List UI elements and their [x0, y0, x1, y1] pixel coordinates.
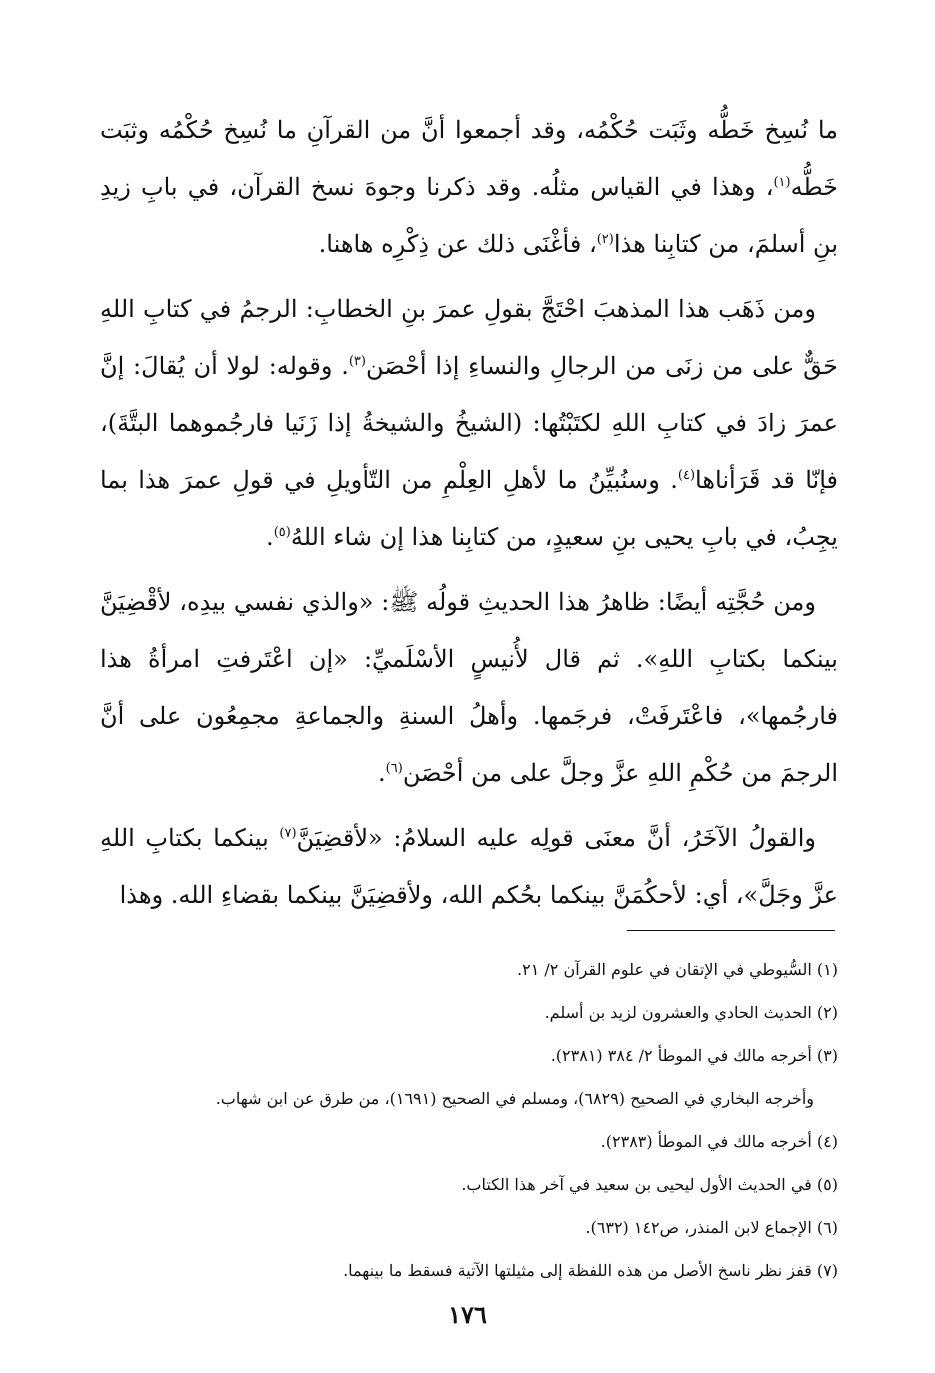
paragraph-2-text: . وقوله: لولا أن يُقالَ: إنَّ عمرَ زادَ في كتابِ اللهِ لكتَبْتُها: (الشيخُ والشيخةُ إذا زَنَيا فارجُموهما البتَّةَ)، فإنّا قد قَرَأناها: [100, 352, 838, 494]
paragraph-2-text: . وسنُبيِّنُ ما لأهلِ العِلْمِ من التّأويلِ في قولِ عمرَ هذا بما يجِبُ، في بابِ يحيى بنِ سعيدٍ، من كتابِنا هذا إن شاء اللهُ: [100, 466, 838, 551]
footnote-2: (٢) الحديث الحادي والعشرون لزيد بن أسلم.: [544, 1003, 838, 1022]
paragraph-4-text: والقولُ الآخَرُ، أنَّ معنَى قولِه عليه السلامُ: «لأقضِيَنَّ: [296, 824, 816, 852]
footnote-4: (٤) أخرجه مالك في الموطأ (٢٣٨٣).: [600, 1132, 838, 1151]
footnote-6: (٦) الإجماع لابن المنذر، ص١٤٢ (٦٣٢).: [585, 1218, 838, 1237]
footnotes: [97, 948, 838, 1292]
paragraph-4: [100, 810, 838, 924]
footnote-ref-3: (٣): [348, 354, 366, 369]
footnote-3: (٣) أخرجه مالك في الموطأ ٢/ ٣٨٤ (٢٣٨١).: [550, 1046, 838, 1065]
paragraph-3-text: .: [378, 759, 386, 787]
footnote-ref-6: (٦): [385, 761, 403, 776]
footnote-5: (٥) في الحديث الأول ليحيى بن سعيد في آخر هذا الكتاب.: [461, 1175, 838, 1194]
paragraph-1: [100, 102, 838, 273]
footnote-ref-2: (٢): [596, 232, 614, 247]
footnote-1: (١) السُّيوطي في الإتقان في علوم القرآن ٢/ ٢١.: [517, 960, 838, 979]
paragraph-2: [100, 281, 838, 566]
page-number: ١٧٦: [448, 1300, 487, 1329]
footnote-7: (٧) قفز نظر ناسخ الأصل من هذه اللفظة إلى مثيلتها الآتية فسقط ما بينهما.: [343, 1261, 838, 1280]
footnote-ref-5: (٥): [273, 525, 291, 540]
paragraph-2-text: .: [266, 523, 274, 551]
paragraph-1-text: ، فأغْنَى ذلك عن ذِكْرِه هاهنا.: [318, 230, 597, 258]
paragraph-1-text: ، وهذا في القياس مثلُه. وقد ذكرنا وجوهَ نسخ القرآن، في بابِ زيدِ بنِ أسلمَ، من كتابِنا هذا: [100, 173, 838, 258]
paragraph-4-text: بينكما بكتابِ اللهِ عزَّ وجَلَّ»، أي: لأحكُمَنَّ بينكما بحُكم الله، ولأقضِيَنَّ بينكما بقضاءِ الله. وهذا: [100, 824, 838, 909]
paragraph-3-text: ومن حُجَّتِه أيضًا: ظاهرُ هذا الحديثِ قولُه ﷺ: «والذي نفسي بيدِه، لأقْضِيَنَّ بينكما بكتابِ اللهِ». ثم قال لأُنيسٍ الأسْلَميِّ: «إن اعْتَرفتِ امرأةُ هذا فارجُمها»، فاعْتَرفَتْ، فرجَمها. وأهلُ السنةِ والجماعةِ مجمِعُون على أنَّ الرجمَ من حُكْمِ اللهِ عزَّ وجلَّ على من أحْصَن: [100, 588, 838, 787]
footnote-ref-7: (٧): [279, 826, 297, 841]
footnote-separator: [627, 930, 835, 931]
footnote-3-continuation: وأخرجه البخاري في الصحيح (٦٨٢٩)، ومسلم في الصحيح (١٦٩١)، من طرق عن ابن شهاب.: [215, 1089, 814, 1108]
paragraph-1-text: ما نُسِخ خَطُّه وثَبَت حُكْمُه، وقد أجمعوا أنَّ من القرآنِ ما نُسِخ حُكْمُه وثبَت خَطُّه: [100, 116, 838, 201]
footnote-ref-4: (٤): [677, 468, 696, 483]
page-body: [100, 102, 838, 932]
paragraph-2-text: ومن ذَهَب هذا المذهبَ احْتَجَّ بقولِ عمرَ بنِ الخطابِ: الرجمُ في كتابِ اللهِ حَقٌّ على من زنَى من الرجالِ والنساءِ إذا أحْصَن: [100, 295, 839, 380]
footnote-ref-1: (١): [773, 175, 791, 190]
paragraph-3: [100, 574, 838, 802]
